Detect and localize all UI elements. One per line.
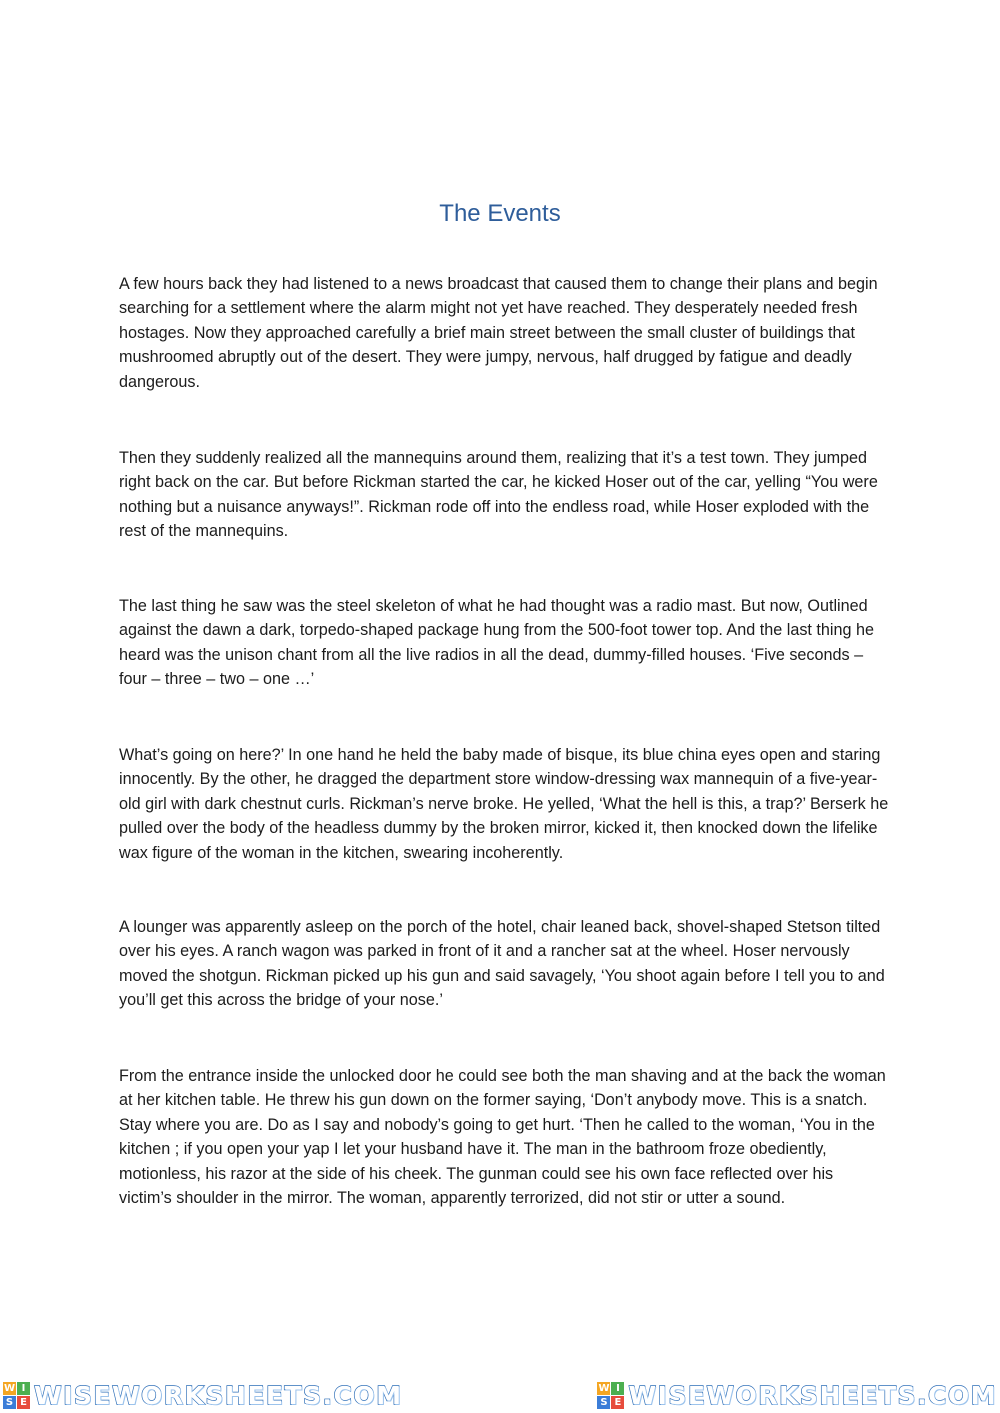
paragraph-3: The last thing he saw was the steel skeleton of what he had thought was a radio mast. But now, Outlined against the dawn a dark, torpedo-shaped package hung from the 500-foot tower top. And the last thing he heard was the unison chant from all the live radios in all the dead, dummy-filled houses. ‘Five seconds – four – three – two – one …’ — [119, 597, 875, 689]
logo-letter-i: I — [17, 1382, 30, 1395]
logo-letter-s: S — [3, 1396, 16, 1409]
paragraph-6: From the entrance inside the unlocked door he could see both the man shaving and at the back the woman at her kitchen table. He threw his gun down on the former saying, ‘Don’t anybody move. This is a snatch. Stay where you are. Do as I say and nobody’s going to get hurt. ‘Then he called to the woman, ‘You in the kitchen ; if you open your yap I let your husband have it. The man in the bathroom froze obediently, motionless, his razor at the side of his cheek. The gunman could see his own face reflected over his victim’s shoulder in the mirror. The woman, apparently terrorized, did not stir or utter a sound. — [119, 1067, 886, 1208]
brand-text: WISEWORKSHEETS.COM — [34, 1381, 403, 1410]
paragraph-4: What’s going on here?’ In one hand he held the baby made of bisque, its blue china eyes open and staring innocently. By the other, he dragged the department store window-dressing wax mannequin of a five-year-old girl with dark chestnut curls. Rickman’s nerve broke. He yelled, ‘What the hell is this, a trap?’ Berserk he pulled over the body of the headless dummy by the broken mirror, kicked it, then knocked down the lifelike wax figure of the woman in the kitchen, swearing incoherently. — [119, 746, 889, 862]
paragraph-1: A few hours back they had listened to a news broadcast that caused them to change their plans and begin searching for a settlement where the alarm might not yet have reached. They desperately needed fresh hostages. Now they approached carefully a brief main street between the small cluster of buildings that mushroomed abruptly out of the desert. They were jumpy, nervous, half drugged by fatigue and deadly dangerous. — [119, 275, 878, 391]
logo-letter-w: W — [598, 1382, 610, 1394]
brand-text: WISEWORKSHEETS.COM — [628, 1381, 997, 1410]
brand-logo-icon — [3, 1382, 30, 1409]
brand-watermark-left — [3, 1382, 403, 1409]
logo-letter-e: E — [611, 1396, 624, 1409]
logo-letter-i: I — [611, 1382, 624, 1395]
brand-logo-icon — [597, 1382, 624, 1409]
logo-letter-e: E — [17, 1396, 30, 1409]
paragraph-2: Then they suddenly realized all the mannequins around them, realizing that it’s a test town. They jumped right back on the car. But before Rickman started the car, he kicked Hoser out of the car, yelling “You were nothing but a nuisance anyways!”. Rickman rode off into the endless road, while Hoser exploded with the rest of the mannequins. — [119, 449, 878, 541]
document-title: The Events — [439, 200, 561, 227]
logo-letter-w: W — [3, 1382, 16, 1394]
paragraph-5: A lounger was apparently asleep on the porch of the hotel, chair leaned back, shovel-shaped Stetson tilted over his eyes. A ranch wagon was parked in front of it and a rancher sat at the wheel. Hoser nervously moved the shotgun. Rickman picked up his gun and said savagely, ‘You shoot again before I tell you to and you’ll get this across the bridge of your nose.’ — [119, 918, 885, 1010]
footer-watermark-bar — [0, 1378, 1000, 1413]
brand-watermark-right — [597, 1382, 997, 1409]
logo-letter-s: S — [597, 1396, 610, 1409]
